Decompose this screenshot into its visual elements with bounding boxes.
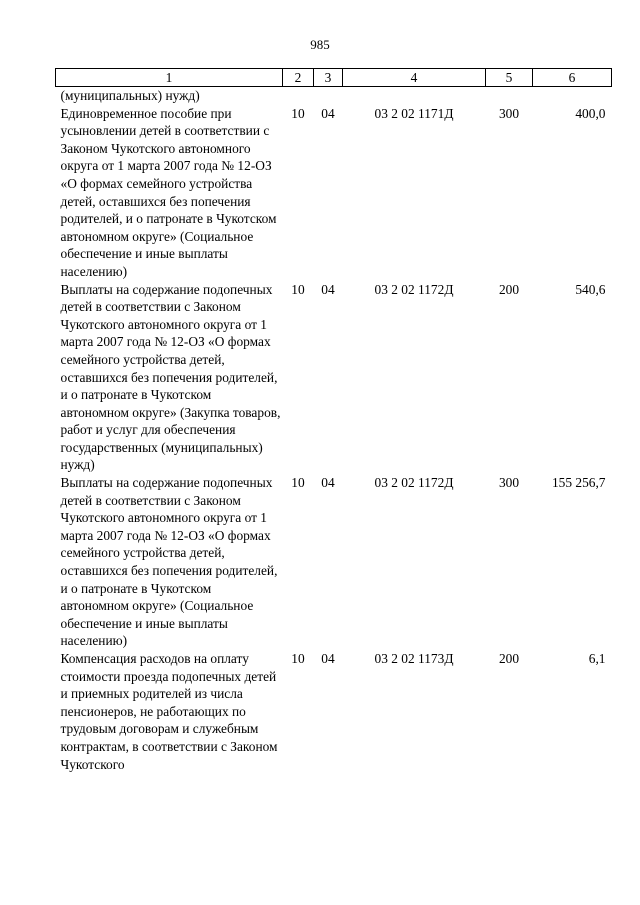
header-col-type: 5 (486, 69, 533, 87)
row-name: Выплаты на содержание подопечных детей в соответствии с Законом Чукотского автономного округа от 1 марта 2007 года № 12-ОЗ «О формах семейного устройства детей, оставшихся без попечения родителей, и о патронате в Чукотском автономном округе» (Закупка товаров, работ и услуг для обеспечения государственных (муниципальных) нужд) (60, 281, 281, 473)
table-row (56, 105, 612, 281)
row-name: Компенсация расходов на оплату стоимости проезда подопечных детей и приемных родителей из числа пенсионеров, не работающих по трудовым договорам и служебным контрактам, в соответствии с Законом Чукотского (60, 651, 278, 772)
row-type: 300 (498, 475, 520, 491)
budget-table (55, 68, 612, 773)
row-name: Выплаты на содержание подопечных детей в соответствии с Законом Чукотского автономного округа от 1 марта 2007 года № 12-ОЗ «О формах семейного устройства детей, оставшихся без попечения родителей, и о патронате в Чукотском автономном округе» (Социальное обеспечение и иные выплаты населению) (60, 475, 278, 649)
table-row (56, 650, 612, 773)
row-section: 10 (291, 651, 305, 666)
row-type: 200 (498, 651, 520, 666)
page-number: 985 (310, 37, 330, 52)
row-subsection: 04 (321, 475, 335, 491)
row-target: 03 2 02 1172Д (374, 475, 454, 491)
row-amount: 155 256,7 (551, 475, 606, 491)
row-section: 10 (291, 105, 305, 121)
header-col-target: 4 (343, 69, 486, 87)
table-row (56, 474, 612, 650)
table-row (56, 281, 612, 475)
row-subsection: 04 (321, 105, 335, 121)
row-subsection: 04 (321, 281, 335, 297)
header-col-amount: 6 (533, 69, 612, 87)
row-section: 10 (291, 475, 305, 491)
row-name: Единовременное пособие при усыновлении детей в соответствии с Законом Чукотского автономного округа от 1 марта 2007 года № 12-ОЗ «О формах семейного устройства детей, оставшихся без попечения родителей, и о патронате в Чукотском автономном округе» (Социальное обеспечение и иные выплаты населению) (60, 105, 277, 279)
row-amount: 6,1 (588, 651, 606, 666)
header-col-subsection: 3 (314, 69, 343, 87)
header-col-section: 2 (283, 69, 314, 87)
row-section: 10 (291, 281, 305, 297)
row-type: 300 (498, 105, 520, 121)
table-body (56, 87, 612, 774)
row-target: 03 2 02 1171Д (374, 105, 454, 121)
header-col-name: 1 (56, 69, 283, 87)
row-type: 200 (498, 281, 520, 297)
row-target: 03 2 02 1173Д (374, 651, 454, 666)
row-amount: 540,6 (575, 281, 606, 297)
header-row (56, 69, 612, 87)
table-header (56, 69, 612, 87)
continuation-row (56, 87, 612, 105)
row-amount: 400,0 (575, 105, 606, 121)
row-subsection: 04 (321, 651, 335, 666)
continuation-text: (муниципальных) нужд) (60, 88, 200, 103)
row-target: 03 2 02 1172Д (374, 281, 454, 297)
